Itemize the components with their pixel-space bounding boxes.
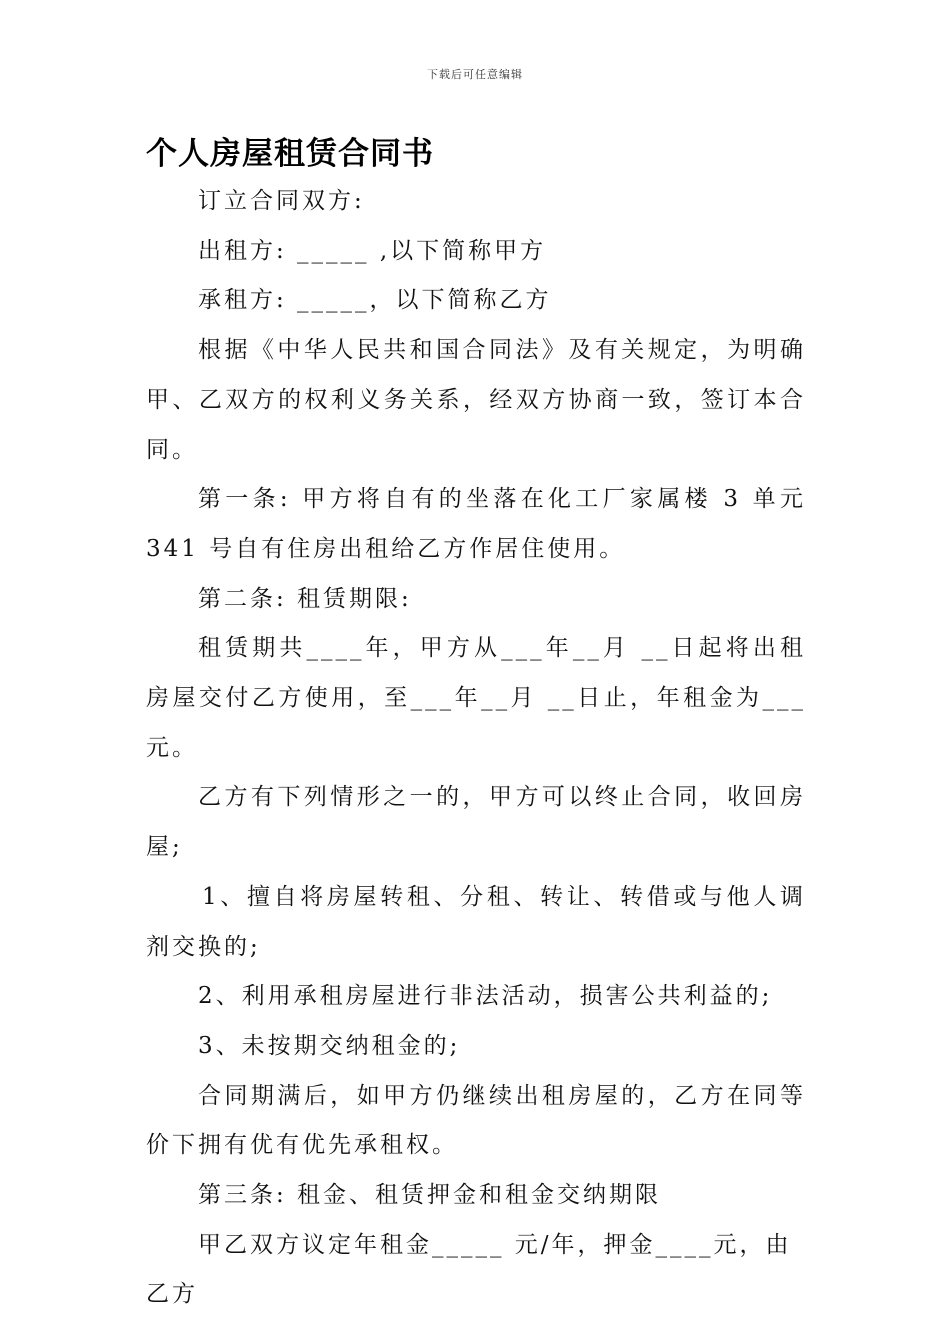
- paragraph-lessor: 出租方: _____ ,以下简称甲方: [198, 237, 547, 264]
- paragraph-lessee: 承租方: _____，以下简称乙方: [198, 287, 552, 314]
- paragraph-renewal-priority: 合同期满后，如甲方仍继续出租房屋的，乙方在同等价下拥有优有优先承租权。: [146, 1082, 806, 1159]
- list-item-condition-3: 3、未按期交纳租金的;: [198, 1032, 461, 1059]
- paragraph-parties-heading: 订立合同双方:: [198, 188, 365, 214]
- paragraph-lease-term: 租赁期共____年，甲方从___年__月 __日起将出租房屋交付乙方使用，至___年__月 __日止，年租金为___元。: [146, 635, 806, 761]
- paragraph-termination-conditions: 乙方有下列情形之一的，甲方可以终止合同，收回房屋;: [146, 784, 806, 861]
- list-item-condition-2: 2、利用承租房屋进行非法活动，损害公共利益的;: [198, 983, 773, 1010]
- document-body: [146, 177, 806, 1320]
- paragraph-rent-deposit: 甲乙双方议定年租金_____ 元/年，押金____元，由乙方: [146, 1231, 792, 1308]
- page-header-note: 下载后可任意编辑: [427, 68, 523, 81]
- document-title: 个人房屋租赁合同书: [146, 136, 434, 172]
- paragraph-article-2-heading: 第二条: 租赁期限:: [198, 585, 412, 612]
- list-item-condition-1: 1、擅自将房屋转租、分租、转让、转借或与他人调剂交换的;: [146, 883, 806, 960]
- paragraph-preamble: 根据《中华人民共和国合同法》及有关规定，为明确甲、乙双方的权利义务关系，经双方协商一致，签订本合同。: [146, 337, 806, 463]
- paragraph-article-3-heading: 第三条: 租金、租赁押金和租金交纳期限: [198, 1182, 662, 1209]
- paragraph-article-1: 第一条: 甲方将自有的坐落在化工厂家属楼 3 单元 341 号自有住房出租给乙方作居住使用。: [146, 486, 806, 562]
